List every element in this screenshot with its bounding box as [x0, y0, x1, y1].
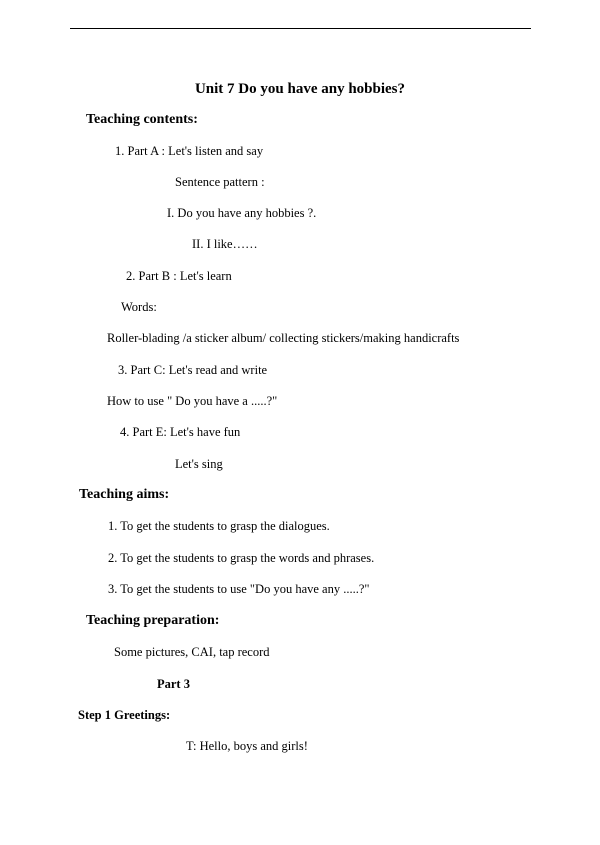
how-to-use-line: How to use " Do you have a .....?": [107, 394, 278, 408]
aim-item: 1. To get the students to grasp the dialogues.: [108, 519, 330, 533]
words-list: Roller-blading /a sticker album/ collecting stickers/making handicrafts: [107, 331, 460, 345]
aim-item: 3. To get the students to use "Do you have any .....?": [108, 582, 370, 596]
sentence-pattern-1: I. Do you have any hobbies ?.: [167, 206, 317, 220]
part-b-line: 2. Part B : Let's learn: [126, 269, 232, 283]
teaching-contents-heading: Teaching contents:: [86, 112, 198, 127]
header-rule: [70, 28, 531, 29]
part-c-line: 3. Part C: Let's read and write: [118, 363, 268, 377]
teaching-preparation-heading: Teaching preparation:: [86, 613, 220, 628]
part-3-label: Part 3: [157, 677, 190, 691]
part-e-line: 4. Part E: Let's have fun: [120, 425, 241, 439]
words-label: Words:: [121, 300, 157, 314]
aim-item: 2. To get the students to grasp the words and phrases.: [108, 551, 375, 565]
step-1-heading: Step 1 Greetings:: [78, 708, 171, 722]
preparation-text: Some pictures, CAI, tap record: [114, 645, 270, 659]
document-title: Unit 7 Do you have any hobbies?: [194, 81, 406, 97]
sentence-pattern-label: Sentence pattern :: [175, 175, 265, 189]
lets-sing-line: Let's sing: [175, 457, 223, 471]
sentence-pattern-2: II. I like……: [192, 237, 258, 251]
greeting-line: T: Hello, boys and girls!: [186, 739, 308, 753]
part-a-line: 1. Part A : Let's listen and say: [115, 144, 264, 158]
teaching-aims-heading: Teaching aims:: [79, 487, 170, 502]
